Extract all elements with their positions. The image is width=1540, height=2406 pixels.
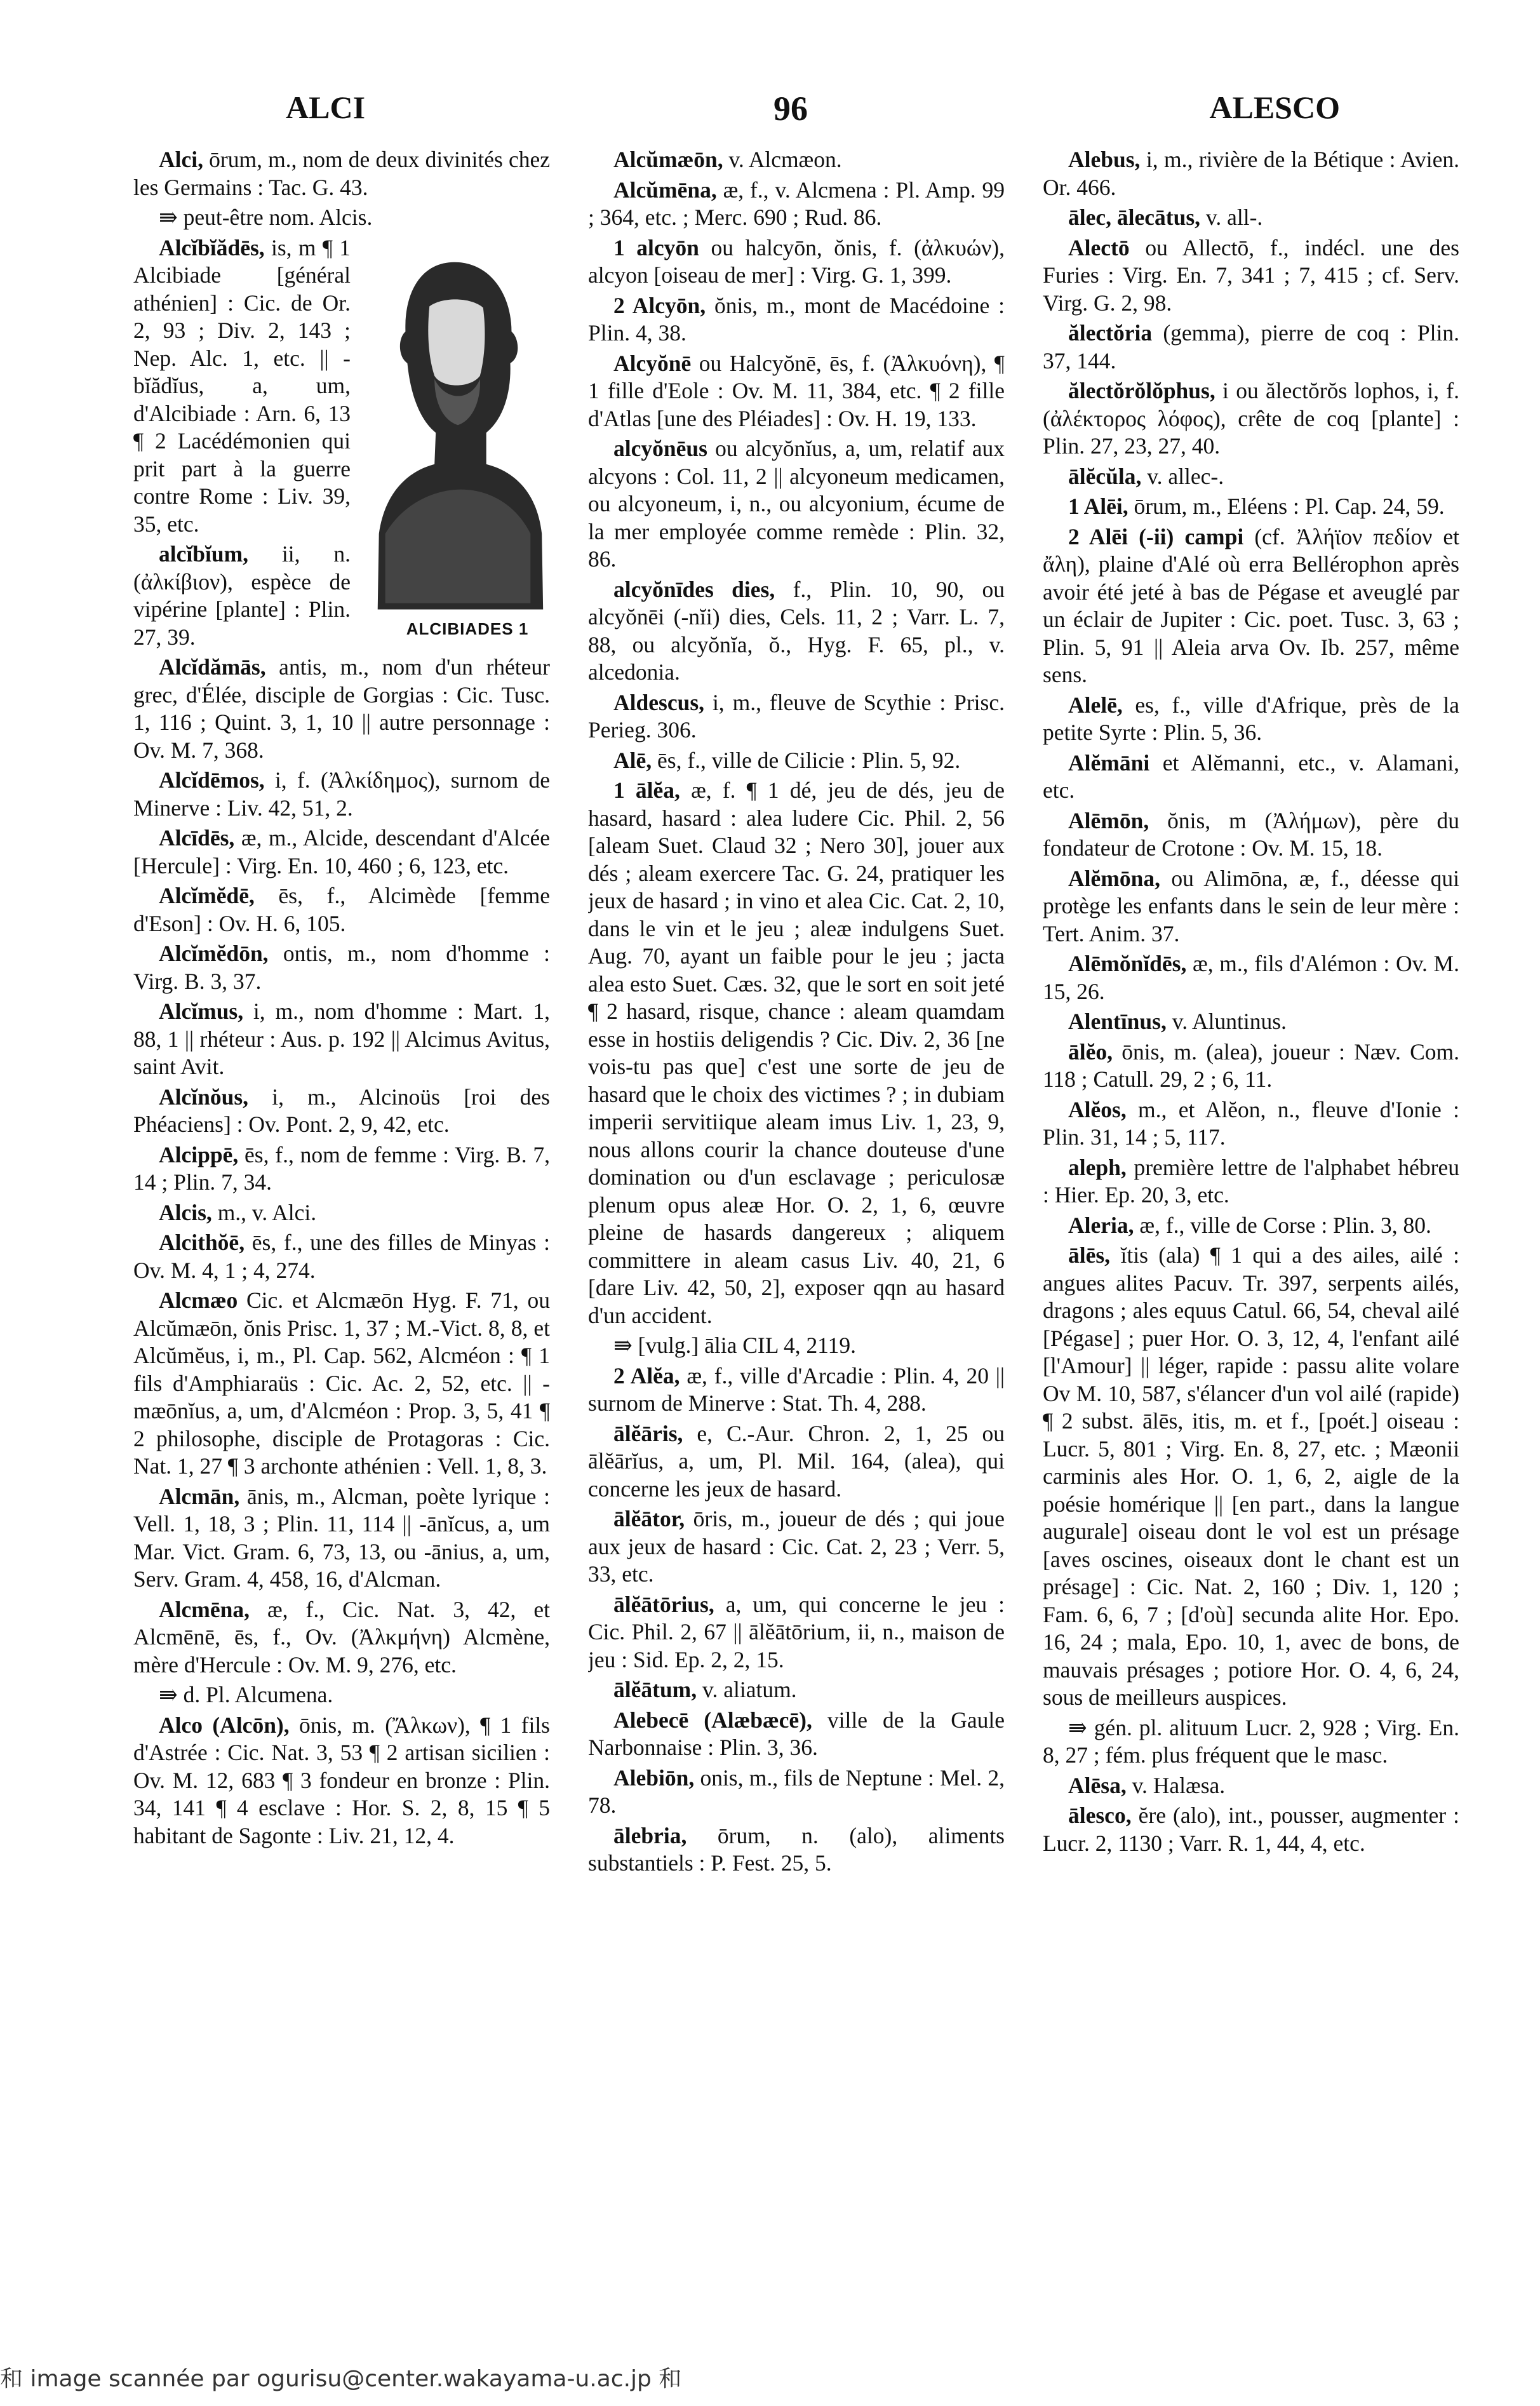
scan-credit-footer: 和 image scannée par ogurisu@center.wakayama-u.ac.jp 和 [0, 2366, 682, 2392]
headword: ālĕcŭla, [1068, 463, 1142, 489]
entry-definition: ōrum, n. (alo), aliments substantiels : P. Fest. 25, 5. [588, 1822, 1005, 1876]
headword: Alcmēna, [159, 1596, 250, 1622]
headword: Alcŭmæōn, [613, 147, 723, 172]
dictionary-entry [133, 1712, 550, 1850]
headword: Alēmōn, [1068, 807, 1149, 833]
headword: Alelē, [1068, 692, 1123, 718]
alcibiades-bust-icon [359, 237, 550, 616]
headword: Alco (Alcōn), [159, 1712, 290, 1738]
entry-definition: ou Halcyŏnē, ēs, f. (Ἀλκυόνη), ¶ 1 fille d'Eole : Ov. M. 11, 384, etc. ¶ 2 fille d'Atlas [une des Pléiades] : Ov. H. 19, 133. [588, 350, 1005, 431]
dictionary-entry [1043, 377, 1459, 460]
dictionary-entry [588, 350, 1005, 433]
headword: alcĭbĭum, [159, 541, 249, 567]
entry-definition: æ, f., Cic. Nat. 3, 42, et Alcmēnē, ēs, f., Ov. (Ἀλκμήνη) Alcmène, mère d'Hercule : Ov. M. 9, 276, etc. [133, 1596, 550, 1677]
entry-definition: ēs, f., ville de Cilicie : Plin. 5, 92. [652, 747, 961, 773]
column-3 [1043, 146, 1459, 2331]
dictionary-entry [1043, 1096, 1459, 1152]
entry-definition: ōnis, m. (Ἄλκων), ¶ 1 fils d'Astrée : Cic. Nat. 3, 53 ¶ 2 artisan sicilien : Ov. M. 12, 683 ¶ 3 fondeur en bronze : Plin. 34, 141 ¶ 4 esclave : Hor. S. 2, 8, 15 ¶ 5 habitant de Sagonte : Liv. 21, 12, 4. [133, 1712, 550, 1848]
entry-definition: et Alĕmanni, etc., v. Alamani, etc. [1043, 749, 1459, 803]
entry-definition: ōris, m., joueur de dés ; qui joue aux jeux de hasard : Cic. Cat. 2, 23 ; Verr. 5, 33, etc. [588, 1506, 1005, 1587]
entry-definition: ⇛ d. Pl. Alcumena. [159, 1682, 333, 1707]
entry-definition: i, f. (Ἀλκίδημος), surnom de Minerve : Liv. 42, 51, 2. [133, 767, 550, 821]
entry-definition: i ou ălectŏrŏs lophos, i, f. (ἀλέκτορος λόφος), crête de coq [plante] : Plin. 27, 23, 27, 40. [1043, 378, 1459, 459]
dictionary-entry [588, 1362, 1005, 1418]
entry-definition: Cic. et Alcmæōn Hyg. F. 71, ou Alcŭmæōn, ŏnis Prisc. 1, 37 ; M.-Vict. 8, 8, et Alcŭmĕus, i, m., Pl. Cap. 562, Alcméon : ¶ 1 fils d'Amphiaraüs : Cic. Ac. 2, 52, etc. || -mæōnĭus, a, um, d'Alcméon : Prop. 3, 5, 41 ¶ 2 philosophe, disciple de Protagoras : Cic. Nat. 1, 27 ¶ 3 archonte athénien : Vell. 1, 8, 3. [133, 1287, 550, 1479]
entry-definition: v. allec-. [1141, 463, 1224, 489]
page-header [127, 76, 1454, 133]
headword: ālĕātōrius, [613, 1591, 714, 1617]
dictionary-entry [1043, 234, 1459, 318]
headword: 2 Alēi (-ii) campi [1068, 523, 1244, 549]
entry-definition: v. Aluntinus. [1166, 1009, 1287, 1034]
entry-definition: ⇛ [vulg.] ālia CIL 4, 2119. [613, 1333, 857, 1358]
running-head-left: ALCI [286, 90, 366, 125]
headword: Alcmæo [159, 1287, 238, 1313]
headword: Alcyŏnē [613, 350, 692, 376]
dictionary-entry [133, 1141, 550, 1197]
dictionary-entry [133, 204, 550, 232]
headword: Alci, [159, 147, 203, 172]
entry-definition: ĭtis (ala) ¶ 1 qui a des ailes, ailé : angues alites Pacuv. Tr. 397, serpents ailés, dragons ; ales equus Catul. 66, 54, cheval ailé [Pégase] ; puer Hor. O. 3, 12, 4, l'enfant ailé [l'Amour] || léger, rapide : passu alite volare Ov M. 10, 587, s'élancer d'un vol ailé (rapide) ¶ 2 subst. ālēs, itis, m. et f., [poét.] oiseau : Lucr. 5, 801 ; Virg. En. 8, 27, etc. ; Mæonii carminis ales Hor. O. 1, 6, 2, aigle de la poésie homérique || [en part., dans la langue augurale] oiseau dont le vol est un présage [aves oscines, oiseaux dont le chant est un présage] : Cic. Nat. 2, 160 ; Div. 1, 120 ; Fam. 6, 6, 7 ; [d'où] secunda alite Hor. Epo. 16, 24 ; mala, Epo. 10, 1, avec de bons, de mauvais présages ; potiore Hor. O. 4, 6, 24, sous de meilleurs auspices. [1043, 1242, 1459, 1710]
entry-definition: ŏnis, m (Ἀλήμων), père du fondateur de Crotone : Ov. M. 15, 18. [1043, 807, 1459, 861]
headword: Alectō [1068, 234, 1130, 260]
dictionary-entry [1043, 493, 1459, 521]
entry-definition: ēs, f., nom de femme : Virg. B. 7, 14 ; Plin. 7, 34. [133, 1141, 550, 1195]
entry-definition: v. aliatum. [697, 1677, 797, 1702]
entry-definition: i, m., fleuve de Scythie : Prisc. Perieg. 306. [588, 689, 1005, 743]
headword: Alĕmāni [1068, 749, 1150, 776]
headword: Alē, [613, 747, 652, 773]
entry-definition: ou alcyŏnĭus, a, um, relatif aux alcyons : Col. 11, 2 || alcyoneum medicamen, ou alcyoneum, i, n., ou alcyonium, écume de la mer employée comme remède : Plin. 32, 86. [588, 436, 1005, 572]
dictionary-entry [588, 1822, 1005, 1878]
entry-definition: ānis, m., Alcman, poète lyrique : Vell. 1, 18, 3 ; Plin. 11, 114 || -ānĭcus, a, um Mar. Vict. Gram. 6, 73, 13, ou -ānius, a, um, Serv. Gram. 4, 458, 16, d'Alcman. [133, 1483, 550, 1592]
headword: Alebecē (Alæbæcē), [613, 1707, 812, 1733]
dictionary-entry [588, 292, 1005, 347]
headword: 2 Alcyōn, [613, 292, 706, 318]
entry-definition: m., v. Alci. [211, 1199, 317, 1225]
headword: alcyŏnīdes dies, [613, 576, 775, 602]
entry-definition: ōnis, m. (alea), joueur : Næv. Com. 118 ; Catull. 29, 2 ; 6, 11. [1043, 1038, 1459, 1092]
dictionary-entry [133, 767, 550, 822]
dictionary-entry [1043, 1772, 1459, 1800]
headword: Alcĭdēmos, [159, 767, 265, 793]
entry-definition: æ, m., Alcide, descendant d'Alcée [Hercule] : Virg. En. 10, 460 ; 6, 123, etc. [133, 825, 550, 878]
dictionary-entry [1043, 1802, 1459, 1857]
entry-definition: ou Allectō, f., indécl. une des Furies : Virg. En. 7, 341 ; 7, 415 ; cf. Serv. Virg. G. 2, 98. [1043, 234, 1459, 316]
entry-definition: æ, m., fils d'Alémon : Ov. M. 15, 26. [1043, 951, 1459, 1004]
page-number: 96 [773, 90, 808, 128]
entry-definition: f., Plin. 10, 90, ou alcyŏnēi (-nĭi) dies, Cels. 11, 2 ; Varr. L. 7, 88, ou alcyŏnĭa, ŏ., Hyg. F. 65, pl., v. alcedonia. [588, 576, 1005, 685]
dictionary-entry [133, 1287, 550, 1481]
column-1 [133, 146, 550, 2331]
headword: Alēsa, [1068, 1772, 1127, 1798]
dictionary-entry [133, 1681, 550, 1709]
entry-definition: v. Halæsa. [1126, 1772, 1226, 1798]
dictionary-entry [1043, 1242, 1459, 1712]
dictionary-entry [133, 882, 550, 938]
dictionary-entry [1043, 950, 1459, 1005]
dictionary-entry [588, 1591, 1005, 1674]
dictionary-entry [588, 777, 1005, 1329]
entry-definition: v. all-. [1200, 205, 1263, 230]
dictionary-entry [1043, 865, 1459, 948]
entry-definition: v. Alcmæon. [723, 147, 842, 172]
dictionary-entry [1043, 1212, 1459, 1240]
headword: Alcĭnŏus, [159, 1084, 249, 1110]
headword: Aldescus, [613, 689, 705, 715]
entry-definition: æ, f. ¶ 1 dé, jeu de dés, jeu de hasard, hasard : alea ludere Cic. Phil. 2, 56 [aleam Suet. Claud 32 ; Nero 30], jouer aux dés ; aleam exercere Tac. G. 24, pratiquer les jeux de hasard ; in vino et alea Cic. Cat. 2, 10, dans le vin et le jeu ; aleæ indulgens Suet. Aug. 70, ayant un faible pour le jeu ; jacta alea esto Suet. Cæs. 32, que le sort en soit jeté ¶ 2 hasard, risque, chance : aleam quamdam esse in hostiis deligendis ? Cic. Div. 2, 36 [ne vois-tu pas que] c'est une sorte de jeu de hasard que le choix des victimes ? ; in dubiam imperii servitiique aleam imus Liv. 1, 23, 9, nous allons courir la chance douteuse d'une domination ou d'un esclavage ; periculosæ plenum opus aleæ Hor. O. 2, 1, 6, œuvre pleine de hasards dangereux ; aliquem committere in aleam casus Liv. 40, 21, 6 [dare Liv. 42, 50, 2], exposer qqn au hasard d'un accident. [588, 777, 1005, 1328]
dictionary-entry [588, 689, 1005, 744]
entry-definition: ii, n. (ἀλκίβιον), espèce de vipérine [plante] : Plin. 27, 39. [133, 541, 351, 650]
dictionary-entry [1043, 204, 1459, 232]
dictionary-entry [1043, 146, 1459, 201]
dictionary-entry [588, 1505, 1005, 1589]
headword: ălectŏrŏlŏphus, [1068, 378, 1215, 403]
headword: Alcŭmēna, [613, 177, 717, 203]
entry-definition: ville de la Gaule Narbonnaise : Plin. 3, 36. [588, 1707, 1005, 1760]
dictionary-entry [133, 1199, 550, 1227]
entry-definition: ou Alimōna, æ, f., déesse qui protège les enfants dans le sein de leur mère : Tert. Anim. 37. [1043, 865, 1459, 946]
dictionary-entry [1043, 1038, 1459, 1094]
headword: 1 Alēi, [1068, 494, 1128, 519]
headword: 1 ālĕa, [613, 777, 680, 803]
headword: alcyŏnēus [613, 436, 707, 461]
headword: Alcippē, [159, 1141, 239, 1167]
entry-definition: i, m., Alcinoüs [roi des Phéaciens] : Ov. Pont. 2, 9, 42, etc. [133, 1084, 550, 1137]
entry-definition: a, um, qui concerne le jeu : Cic. Phil. 2, 67 || ālĕātōrium, ii, n., maison de jeu : Sid. Ep. 2, 2, 15. [588, 1591, 1005, 1672]
dictionary-entry [588, 1332, 1005, 1360]
dictionary-entry [1043, 1714, 1459, 1770]
running-head-right: ALESCO [1209, 90, 1340, 125]
entry-definition: æ, f., ville d'Arcadie : Plin. 4, 20 || surnom de Minerve : Stat. Th. 4, 288. [588, 1362, 1005, 1416]
headword: Alebiōn, [613, 1764, 695, 1791]
entry-definition: (gemma), pierre de coq : Plin. 37, 144. [1043, 320, 1459, 373]
entry-definition: m., et Alĕon, n., fleuve d'Ionie : Plin. 31, 14 ; 5, 117. [1043, 1096, 1459, 1150]
headword: ālĕāris, [613, 1420, 683, 1446]
headword: Alcĭdămās, [159, 654, 266, 680]
headword: Aleria, [1068, 1212, 1134, 1238]
headword: Alcmān, [159, 1483, 240, 1509]
alcibiades-portrait [359, 237, 550, 643]
entry-definition: ēs, f., une des filles de Minyas : Ov. M. 4, 1 ; 4, 274. [133, 1230, 550, 1283]
headword: ălectŏria [1068, 320, 1153, 346]
entry-definition: ontis, m., nom d'homme : Virg. B. 3, 37. [133, 941, 550, 994]
dictionary-entry [133, 1483, 550, 1594]
headword: Alcis, [159, 1199, 212, 1225]
dictionary-entry [133, 998, 550, 1081]
dictionary-entry [1043, 1008, 1459, 1036]
headword: ālĕātum, [613, 1677, 697, 1702]
entry-definition: antis, m., nom d'un rhéteur grec, d'Élée, disciple de Gorgias : Cic. Tusc. 1, 116 ; Quint. 3, 1, 10 || autre personnage : Ov. M. 7, 368. [133, 654, 550, 763]
headword: Alcĭmĕdē, [159, 883, 255, 908]
entry-definition: e, C.-Aur. Chron. 2, 1, 25 ou ālĕārĭus, a, um, Pl. Mil. 164, (alea), qui concerne les jeux de hasard. [588, 1420, 1005, 1502]
dictionary-entry [588, 747, 1005, 775]
entry-definition: i, m., nom d'homme : Mart. 1, 88, 1 || rhéteur : Aus. p. 192 || Alcimus Avitus, saint Avit. [133, 998, 550, 1079]
headword: Alcĭmĕdōn, [159, 941, 269, 966]
entry-definition: ŏnis, m., mont de Macédoine : Plin. 4, 38. [588, 292, 1005, 346]
headword: Alcithŏē, [159, 1230, 245, 1255]
entry-definition: ēs, f., Alcimède [femme d'Eson] : Ov. H. 6, 105. [133, 883, 550, 936]
dictionary-entry [133, 940, 550, 995]
dictionary-entry [133, 654, 550, 764]
dictionary-entry [588, 1764, 1005, 1820]
entry-definition: ou halcyōn, ŏnis, f. (ἀλκυών), alcyon [oiseau de mer] : Virg. G. 1, 399. [588, 234, 1005, 288]
portrait-caption: ALCIBIADES 1 [406, 619, 529, 638]
headword: ālĕo, [1068, 1038, 1113, 1065]
headword: ālesco, [1068, 1803, 1132, 1828]
dictionary-entry [1043, 1154, 1459, 1209]
entry-definition: onis, m., fils de Neptune : Mel. 2, 78. [588, 1764, 1005, 1818]
headword: Alcĭmus, [159, 998, 244, 1024]
headword: Alebus, [1068, 147, 1141, 172]
dictionary-entry [588, 576, 1005, 687]
entry-definition: (cf. Ἀλήϊον πεδίον et ἄλη), plaine d'Alé où erra Bellérophon après avoir été jeté à bas de Pégase et aveuglé par un éclair de Jupiter : Cic. poet. Tusc. 3, 63 ; Plin. 5, 91 || Aleia arva Ov. Ib. 257, même sens. [1043, 523, 1459, 687]
dictionary-entry [133, 1229, 550, 1284]
entry-definition: is, m ¶ 1 Alcibiade [général athénien] : Cic. de Or. 2, 93 ; Div. 2, 143 ; Nep. Alc. 1, etc. || -bĭădĭus, a, um, d'Alcibiade : Arn. 6, 13 ¶ 2 Lacédémonien qui prit part à la guerre contre Rome : Liv. 39, 35, etc. [133, 234, 351, 537]
headword: Alcīdēs, [159, 825, 235, 850]
entry-definition: i, m., rivière de la Bétique : Avien. Or. 466. [1043, 147, 1459, 200]
dictionary-entry [1043, 523, 1459, 689]
headword: Alĕos, [1068, 1096, 1127, 1122]
entry-definition: ⇛ peut-être nom. Alcis. [159, 205, 373, 230]
dictionary-entry [133, 1596, 550, 1679]
headword: Alentīnus, [1068, 1009, 1167, 1034]
entry-definition: æ, f., v. Alcmena : Pl. Amp. 99 ; 364, etc. ; Merc. 690 ; Rud. 86. [588, 177, 1005, 230]
dictionary-entry [588, 1707, 1005, 1762]
dictionary-entry [1043, 807, 1459, 863]
dictionary-entry [1043, 749, 1459, 805]
dictionary-entry [588, 435, 1005, 574]
dictionary-entry [133, 824, 550, 880]
entry-definition: ōrum, m., Eléens : Pl. Cap. 24, 59. [1128, 494, 1445, 519]
dictionary-entry [588, 234, 1005, 290]
dictionary-entry [588, 1420, 1005, 1503]
dictionary-entry [588, 177, 1005, 232]
dictionary-entry [1043, 463, 1459, 491]
dictionary-entry [133, 146, 550, 201]
dictionary-entry [1043, 692, 1459, 747]
headword: 1 alcyōn [613, 234, 699, 260]
dictionary-entry [588, 146, 1005, 174]
headword: aleph, [1068, 1154, 1127, 1180]
entry-definition: ĕre (alo), int., pousser, augmenter : Lucr. 2, 1130 ; Varr. R. 1, 44, 4, etc. [1043, 1803, 1459, 1856]
headword: 2 Alĕa, [613, 1362, 680, 1388]
headword: Alēmŏnĭdēs, [1068, 951, 1187, 976]
entry-definition: première lettre de l'alphabet hébreu : Hier. Ep. 20, 3, etc. [1043, 1154, 1459, 1207]
headword: Alcĭbĭădēs, [159, 234, 265, 260]
column-2 [588, 146, 1005, 2331]
dictionary-entry [133, 1084, 550, 1139]
headword: ālēs, [1068, 1242, 1111, 1268]
headword: ālec, ālecātus, [1068, 205, 1201, 230]
headword: Alĕmōna, [1068, 865, 1160, 891]
dictionary-entry [588, 1676, 1005, 1704]
entry-definition: ⇛ gén. pl. alituum Lucr. 2, 928 ; Virg. En. 8, 27 ; fém. plus fréquent que le masc. [1043, 1714, 1459, 1768]
headword: ālebria, [613, 1822, 687, 1848]
headword: ālĕātor, [613, 1506, 685, 1531]
dictionary-columns [133, 146, 1461, 2331]
entry-definition: ōrum, m., nom de deux divinités chez les Germains : Tac. G. 43. [133, 147, 550, 200]
dictionary-entry [1043, 319, 1459, 375]
entry-definition: æ, f., ville de Corse : Plin. 3, 80. [1134, 1212, 1431, 1238]
entry-definition: es, f., ville d'Afrique, près de la petite Syrte : Plin. 5, 36. [1043, 692, 1459, 745]
